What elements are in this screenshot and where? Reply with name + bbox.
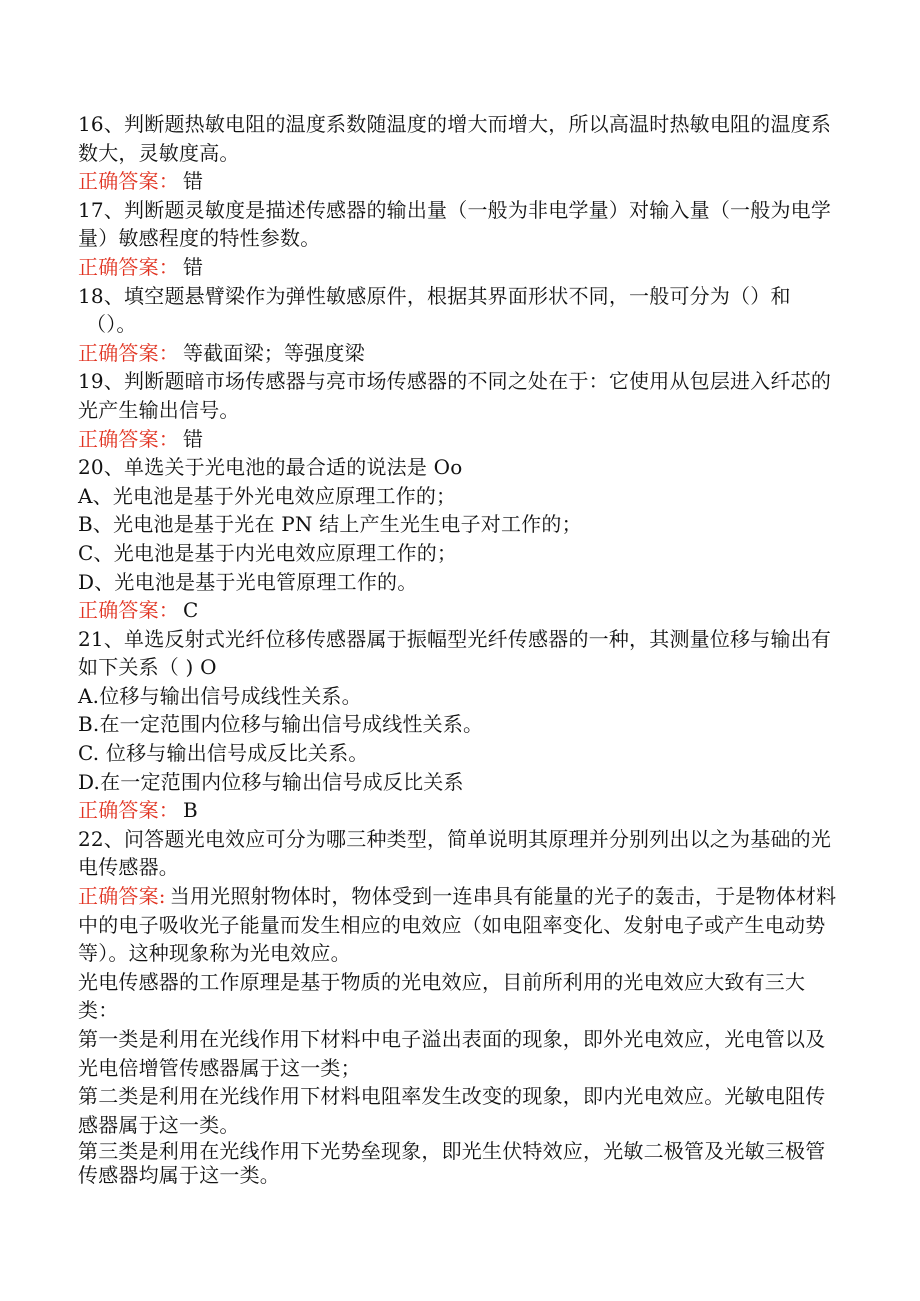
question-19-stem: 19、判断题暗市场传感器与亮市场传感器的不同之处在于：它使用从包层进入纤芯的光产生输出信号。 bbox=[78, 369, 832, 422]
question-18-stem-line2: （）。 bbox=[86, 312, 137, 337]
question-21-option-b: B.在一定范围内位移与输出信号成线性关系。 bbox=[78, 712, 484, 737]
question-17-answer bbox=[78, 253, 838, 282]
question-18-answer bbox=[78, 339, 838, 368]
answer-label: 正确答案： bbox=[78, 598, 179, 623]
question-20-stem: 20、单选关于光电池的最合适的说法是 Oo bbox=[78, 455, 463, 480]
question-20-option-a: A、光电池是基于外光电效应原理工作的； bbox=[78, 483, 457, 508]
question-20-answer bbox=[78, 596, 838, 625]
question-20-option-d: D、光电池是基于光电管原理工作的。 bbox=[78, 569, 418, 594]
answer-label: 正确答案： bbox=[78, 169, 179, 194]
document-page bbox=[78, 110, 838, 1187]
question-16-stem: 16、判断题热敏电阻的温度系数随温度的增大而增大，所以高温时热敏电阻的温度系数大，灵敏度高。 bbox=[78, 112, 832, 165]
question-21-stem: 21、单选反射式光纤位移传感器属于振幅型光纤传感器的一种，其测量位移与输出有如下关系（ ) O bbox=[78, 626, 832, 680]
question-22-paragraph-3: 第二类是利用在光线作用下材料电阻率发生改变的现象，即内光电效应。光敏电阻传感器属于这一类。 bbox=[78, 1084, 826, 1137]
answer-value: 等截面梁；等强度梁 bbox=[183, 340, 365, 365]
answer-label: 正确答案： bbox=[78, 340, 179, 365]
question-21-option-a: A.位移与输出信号成线性关系。 bbox=[78, 683, 362, 708]
answer-label: 正确答案： bbox=[78, 254, 179, 279]
question-16-answer bbox=[78, 167, 838, 196]
question-20-option-b: B、光电池是基于光在 PN 结上产生光生电子对工作的； bbox=[78, 512, 582, 537]
answer-value: 错 bbox=[183, 254, 204, 279]
answer-label: 正确答案： bbox=[78, 798, 179, 823]
answer-value: C bbox=[183, 598, 199, 623]
question-19-answer bbox=[78, 425, 838, 454]
question-21-option-d: D.在一定范围内位移与输出信号成反比关系 bbox=[78, 769, 464, 794]
question-22-answer bbox=[78, 882, 838, 968]
answer-value: B bbox=[183, 798, 198, 823]
answer-value: 当用光照射物体时，物体受到一连串具有能量的光子的轰击，于是物体材料中的电子吸收光子能量而发生相应的电效应（如电阻率变化、发射电子或产生电动势等）。这种现象称为光电效应。 bbox=[78, 884, 837, 966]
question-22-paragraph-2: 第一类是利用在光线作用下材料中电子溢出表面的现象，即外光电效应，光电管以及光电倍增管传感器属于这一类； bbox=[78, 1027, 826, 1080]
question-18-stem-line1: 18、填空题悬臂梁作为弹性敏感原件，根据其界面形状不同，一般可分为（）和 bbox=[78, 283, 791, 308]
question-17-stem: 17、判断题灵敏度是描述传感器的输出量（一般为非电学量）对输入量（一般为电学量）敏感程度的特性参数。 bbox=[78, 197, 832, 251]
answer-value: 错 bbox=[183, 169, 204, 194]
question-20-option-c: C、光电池是基于内光电效应原理工作的； bbox=[78, 540, 458, 565]
question-22-stem: 22、问答题光电效应可分为哪三种类型，简单说明其原理并分别列出以之为基础的光电传感器。 bbox=[78, 826, 832, 880]
question-22-paragraph-1: 光电传感器的工作原理是基于物质的光电效应，目前所利用的光电效应大致有三大类： bbox=[78, 969, 806, 1023]
question-22-paragraph-4: 第三类是利用在光线作用下光势垒现象，即光生伏特效应，光敏二极管及光敏三极管传感器均属于这一类。 bbox=[78, 1139, 826, 1188]
question-21-answer bbox=[78, 796, 838, 825]
answer-label: 正确答案: bbox=[78, 884, 166, 909]
question-21-option-c: C. 位移与输出信号成反比关系。 bbox=[78, 741, 369, 766]
answer-label: 正确答案： bbox=[78, 426, 179, 451]
answer-value: 错 bbox=[183, 426, 204, 451]
